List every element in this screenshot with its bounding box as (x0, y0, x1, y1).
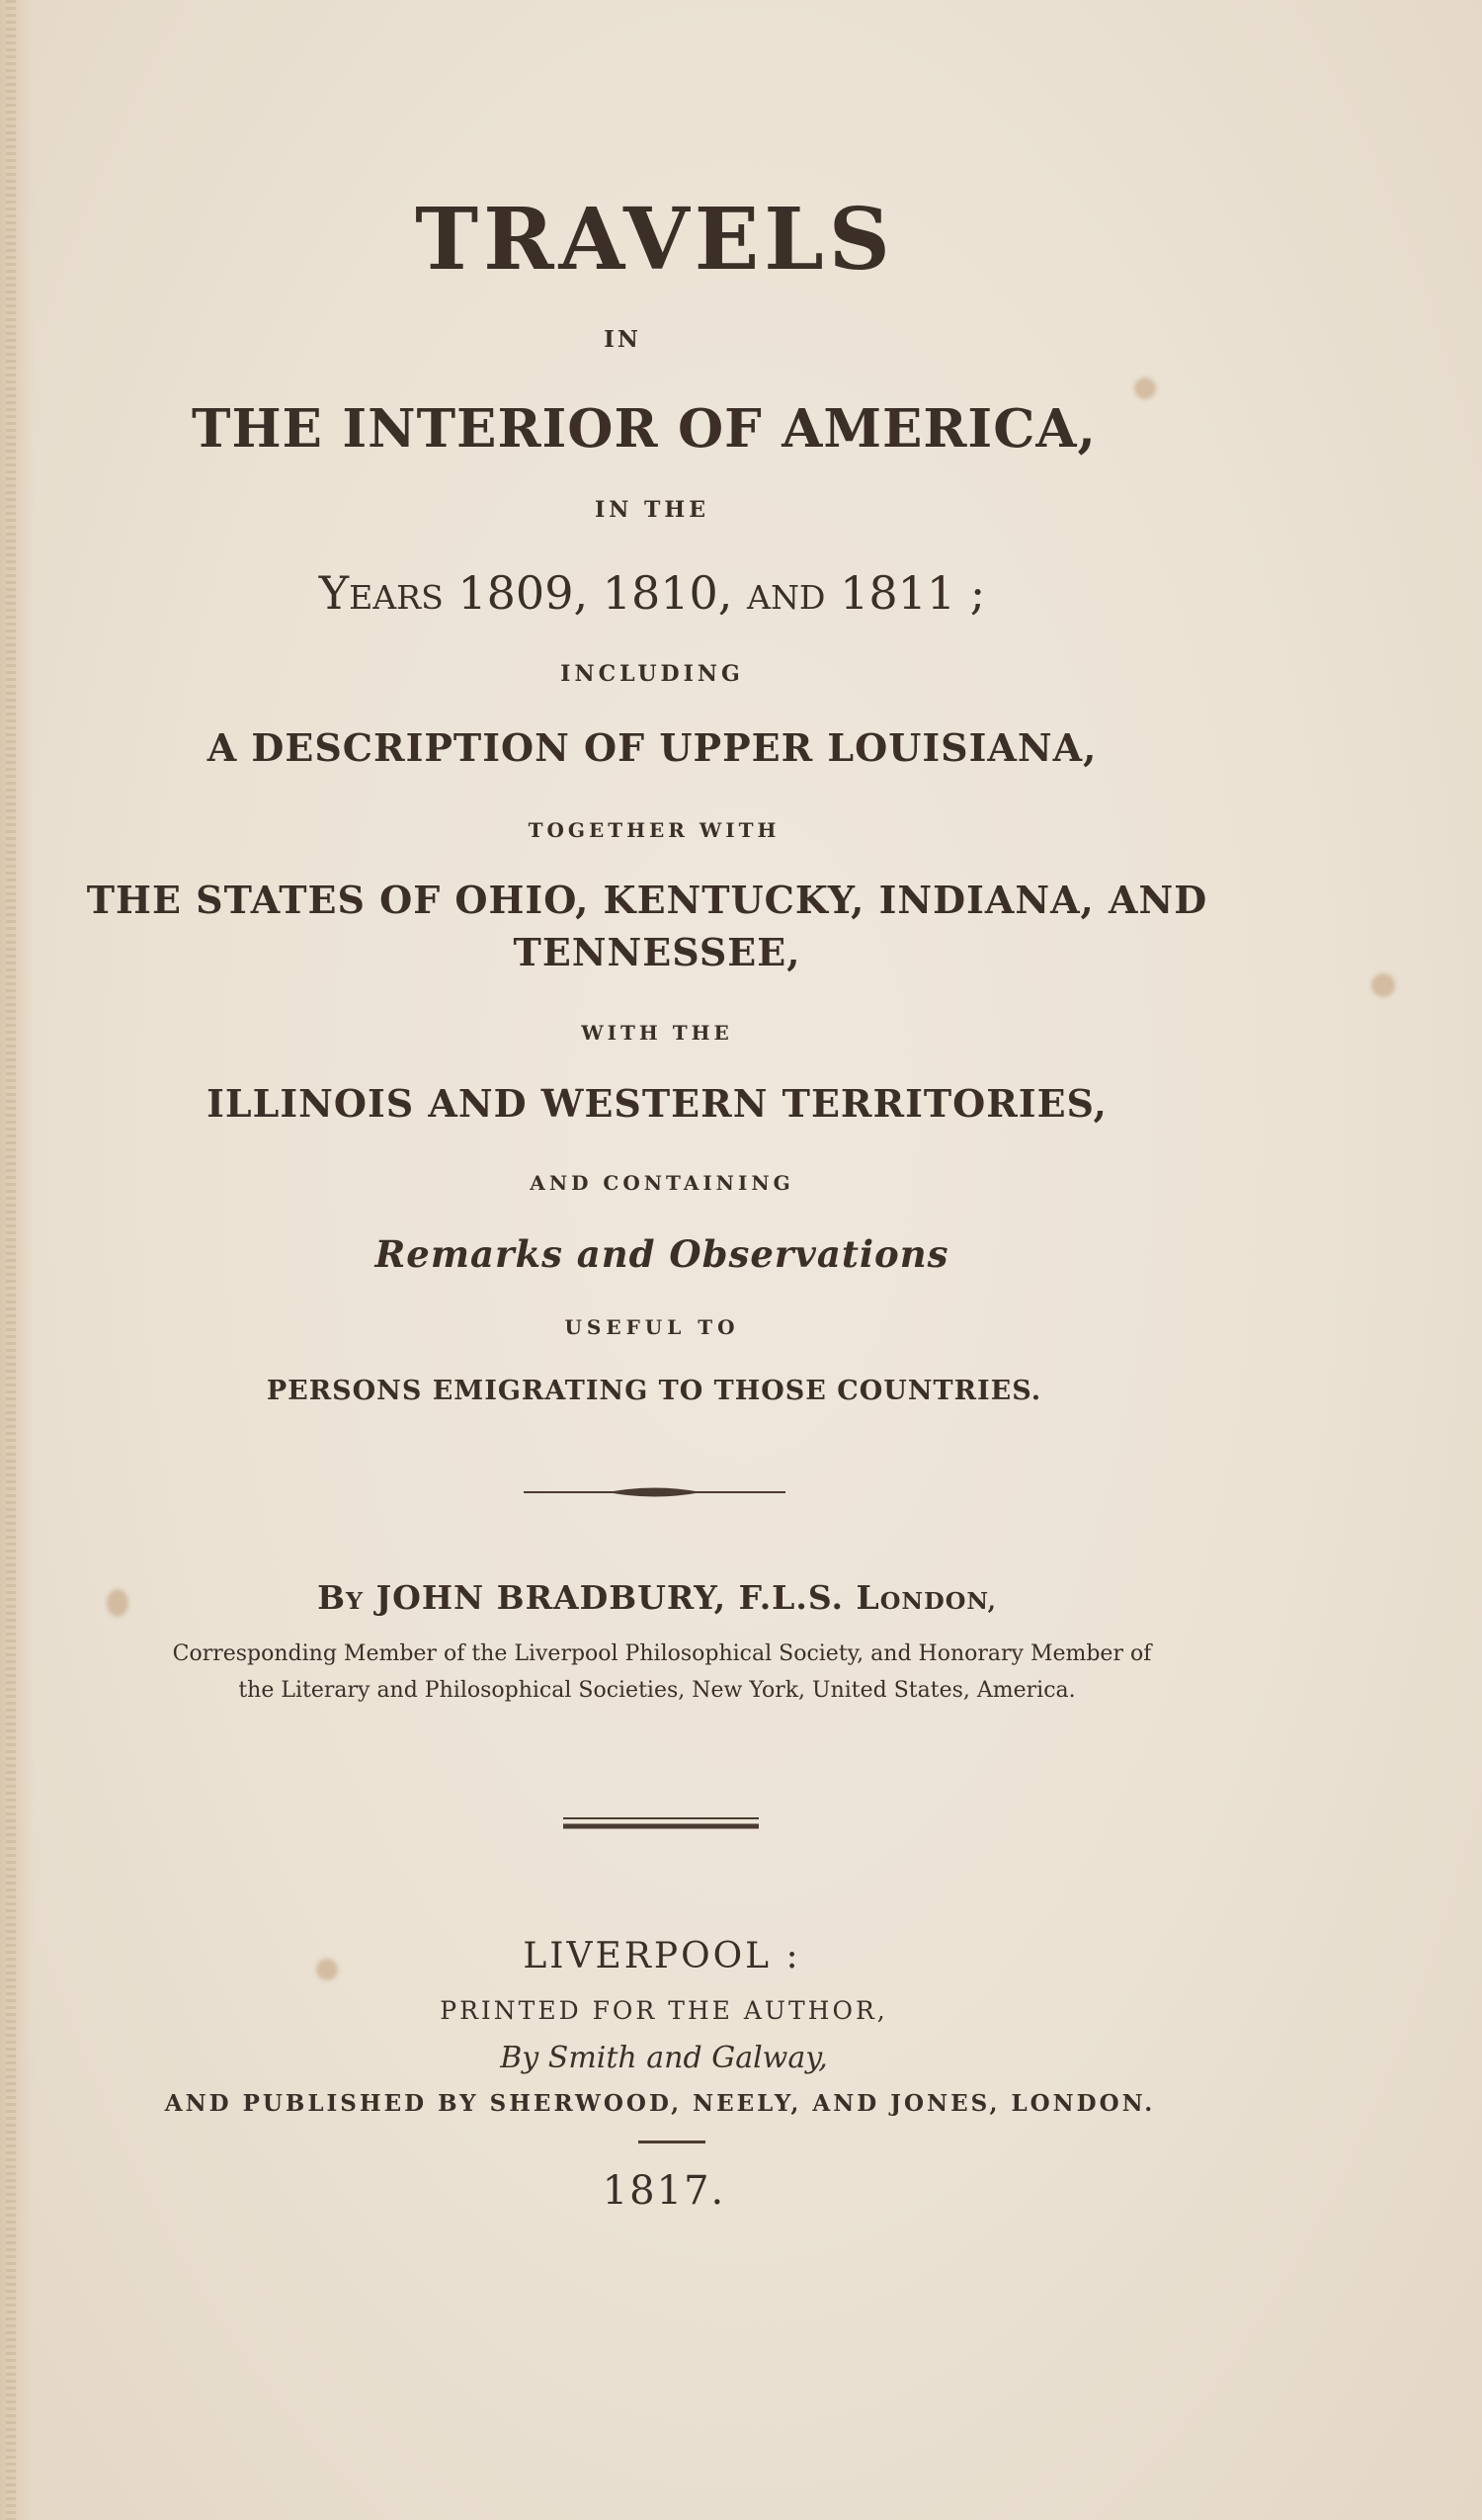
ornamental-rule (524, 1485, 785, 1499)
imprint-city: LIVERPOOL : (523, 1936, 801, 1976)
useful-to-line: USEFUL TO (564, 1315, 740, 1339)
author-name: JOHN BRADBURY, F.L.S. (364, 1578, 857, 1617)
line-in: IN (604, 326, 641, 353)
double-rule (563, 1816, 759, 1830)
author-by-cap: B (317, 1578, 347, 1617)
author-london-rest: ONDON, (879, 1587, 997, 1615)
publisher-line: AND PUBLISHED BY SHERWOOD, NEELY, AND JONES, LONDON. (164, 2090, 1156, 2117)
years-dates-b: 1811 ; (825, 566, 986, 620)
author-by-rest: Y (346, 1587, 364, 1615)
subject-line: THE INTERIOR OF AMERICA, (192, 398, 1097, 460)
author-line (0, 1578, 1398, 1617)
years-line (0, 566, 1393, 620)
years-rest: EARS (349, 578, 444, 617)
remarks-line: Remarks and Observations (374, 1232, 949, 1276)
printed-for-line: PRINTED FOR THE AUTHOR, (440, 1996, 888, 2025)
publication-year: 1817. (602, 2168, 726, 2214)
description-line: A DESCRIPTION OF UPPER LOUISIANA, (206, 725, 1098, 770)
years-and: AND (747, 578, 826, 617)
and-containing-line: AND CONTAINING (530, 1171, 794, 1195)
author-london-cap: L (856, 1578, 880, 1617)
territories-line: ILLINOIS AND WESTERN TERRITORIES, (206, 1081, 1108, 1126)
affiliation-line-2: the Literary and Philosophical Societies, New York, United States, America. (238, 1678, 1076, 1703)
thin-rule (638, 2141, 705, 2143)
affiliation-line-1: Corresponding Member of the Liverpool Philosophical Society, and Honorary Member of (172, 1641, 1152, 1666)
together-with-line: TOGETHER WITH (528, 818, 781, 842)
states-line-2: TENNESSEE, (513, 930, 801, 974)
years-cap: Y (318, 566, 350, 620)
printer-line: By Smith and Galway, (500, 2041, 828, 2075)
foxing-spot (1371, 973, 1395, 997)
book-title: TRAVELS (415, 190, 895, 290)
with-the-line: WITH THE (581, 1021, 733, 1045)
years-dates-a: 1809, 1810, (443, 566, 748, 620)
line-in-the: IN THE (595, 497, 709, 523)
foxing-spot (1134, 378, 1156, 399)
states-line-1: THE STATES OF OHIO, KENTUCKY, INDIANA, AND (86, 878, 1208, 922)
persons-line: PERSONS EMIGRATING TO THOSE COUNTRIES. (266, 1376, 1042, 1406)
including-line: INCLUDING (560, 661, 744, 687)
